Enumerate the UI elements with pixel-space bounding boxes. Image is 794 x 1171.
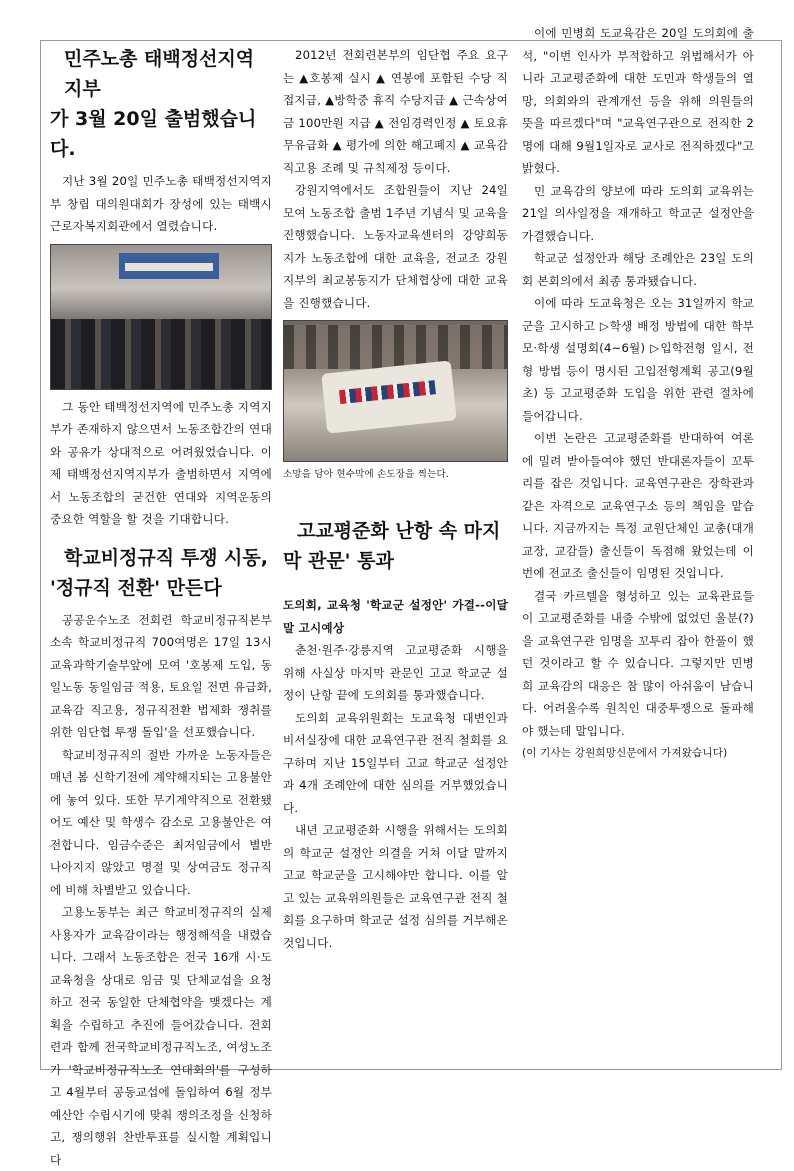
article-1-title-line1: 민주노총 태백정선지역지부 (64, 48, 255, 100)
article-1-title (50, 44, 272, 164)
photo-caption: 소망을 담아 현수막에 손도장을 찍는다. (283, 469, 450, 480)
article-2-paragraph: 공공운수노조 전회련 학교비정규직본부 소속 학교비정규직 700여명은 17일 13시 교육과학기술부앞에 모여 '호봉제 도입, 동일노동 동일임금 적용, 토요일 전면 유급화, 교육감 직고용, 정규직전환 법제화 쟁취를 위한 임단협 투쟁 돌입'을 선포했습니다. (50, 612, 272, 739)
article-2-title-line2: '정규직 전환' 만든다 (50, 576, 222, 599)
article-2-paragraph: 2012년 전회련본부의 임단협 주요 요구는 ▲호봉제 실시 ▲ 연봉에 포함된 수당 직접지급, ▲방학중 휴직 수당지급 ▲ 근속상여금 100만원 지급 ▲ 전임경력인정 ▲ 토요휴무유급화 ▲ 평가에 의한 해고폐지 ▲ 교육감 직고용 조례 및 규칙제정 등이다. (283, 48, 508, 175)
article-3-paragraph: 민 교육감의 양보에 따라 도의회 교육위는 21일 의사일정을 재개하고 학교군 설정안을 가결했습니다. (522, 183, 754, 243)
photo-banner-cloth (321, 360, 457, 433)
article-2-paragraph: 학교비정규직의 절반 가까운 노동자들은 매년 봄 신학기전에 계약해지되는 고용불안에 놓여 있다. 또한 무기계약직으로 전환됐어도 예산 및 학생수 감소로 고용불안은 여전합니다. 임금수준은 최저임금에서 별반 나아지지 않았고 명절 및 상여금도 정규직에 비해 차별받고 있습니다. (50, 747, 272, 897)
photo-crowd (51, 319, 271, 389)
article-3-subhead: 도의회, 교육청 '학교군 설정안' 가결--이달말 고시예상 (283, 598, 508, 635)
article-2-photo (283, 320, 508, 462)
photo-banner (119, 253, 219, 279)
article-3-paragraph: 이에 민병희 도교육감은 20일 도의회에 출석, "이번 인사가 부적합하고 위법해서가 아니라 고교평준화에 대한 도민과 학생들의 열망, 의회와의 관계개선 등을 위해 의원들의 뜻을 따르겠다"며 "교육연구관으로 전직한 2명에 대해 9월1일자로 교사로 전직하겠다"고 밝혔다. (522, 26, 754, 175)
article-3-paragraph: 도의회 교육위원회는 도교육청 대변인과 비서실장에 대한 교육연구관 전직 철회를 요구하며 지난 15일부터 고교 학교군 설정안과 4개 조례안에 대한 심의를 거부했었습니다. (283, 710, 508, 815)
article-3-title (283, 516, 508, 576)
column-2 (283, 44, 508, 954)
article-3-paragraph: 춘천·원주·강릉지역 고교평준화 시행을 위해 사실상 마지막 관문인 고교 학교군 설정이 난항 끝에 도의회를 통과했습니다. (283, 643, 508, 702)
article-3-paragraph: 이번 논란은 고교평준화를 반대하여 여론에 밀려 받아들여야 했던 반대론자들이 꼬투리를 잡은 것입니다. 교육연구관은 장학관과 같은 자격으로 교육연구소 등의 책임을 맡습니다. 지금까지는 특정 교원단체인 교총(대개 교장, 교감들) 출신들이 독점해 왔었는데 이번에 전교조 출신들이 임명된 것입니다. (522, 431, 754, 580)
article-3-paragraph: 이에 따라 도교육청은 오는 31일까지 학교군을 고시하고 ▷학생 배정 방법에 대한 학부모·학생 설명회(4~6월) ▷입학전형 일시, 전형 방법 등이 명시된 고입전형계획 공고(9월 초) 등 고교평준화 도입을 위한 관련 절차에 들어갑니다. (522, 296, 754, 423)
article-1-photo (50, 244, 272, 390)
source-note: (이 기사는 강원희망신문에서 가져왔습니다) (522, 747, 728, 759)
article-3-title-line2: 막 관문' 통과 (283, 550, 394, 572)
article-3-paragraph: 학교군 설정안과 해당 조례안은 23일 도의회 본회의에서 최종 통과됐습니다. (522, 251, 754, 288)
article-3-title-line1: 고교평준화 난항 속 마지 (297, 520, 501, 542)
column-3 (522, 22, 754, 765)
article-2-paragraph: 강원지역에서도 조합원들이 지난 24일 모여 노동조합 출범 1주년 기념식 및 교육을 진행했습니다. 노동자교육센터의 강양희동지가 노동조합에 대한 교육을, 전교조 강원지부의 최교봉동지가 단체협상에 대한 교육을 진행했습니다. (283, 183, 508, 310)
article-2-title (50, 543, 272, 603)
article-1-paragraph: 그 동안 태백정선지역에 민주노총 지역지부가 존재하지 않으면서 노동조합간의 연대와 공유가 상대적으로 어려웠었습니다. 이제 태백정선지역지부가 출범하면서 지역에서 노동조합의 굳건한 연대와 지역운동의 중요한 역할을 할 것을 기대합니다. (50, 399, 272, 526)
article-2-paragraph: 고용노동부는 최근 학교비정규직의 실제 사용자가 교육감이라는 행정해석을 내렸습니다. 그래서 노동조합은 전국 16개 시·도 교육청을 상대로 임금 및 단체교섭을 요청하고 전국 동일한 단체협약을 맺겠다는 계획을 수립하고 추진에 들어갔습니다. 전회련과 함께 전국학교비정규직노조, 여성노조가 '학교비정규직노조 연대회의'를 구성하고 4월부터 공동교섭에 돌입하여 6월 정부예산안 수립시기에 맞춰 쟁의조정을 신청하고, 쟁의행위 찬반투표를 실시할 계획입니다 (50, 905, 272, 1167)
article-1-title-line2: 가 3월 20일 출범했습니다. (50, 108, 257, 160)
article-1-paragraph: 지난 3월 20일 민주노총 태백정선지역지부 창립 대의원대회가 장성에 있는 태백시근로자복지회관에서 열렸습니다. (50, 174, 272, 233)
article-3-paragraph: 결국 카르텔을 형성하고 있는 교육관료들이 고교평준화를 내줄 수밖에 없었던 울분(?)을 교육연구관 임명을 꼬투리 잡아 한풀이 했던 것이라고 할 수 있습니다. 그렇지만 민병희 교육감의 대응은 참 많이 아쉬움이 남습니다. 어려울수록 원칙인 대중투쟁으로 돌파해야 했는데 말입니다. (522, 588, 754, 738)
column-1 (50, 44, 272, 1171)
article-3-paragraph: 내년 고교평준화 시행을 위해서는 도의회의 학교군 설정안 의결을 거쳐 이달 말까지 고교 학교군을 고시해야만 합니다. 이를 알고 있는 교육위의원들은 교육연구관 전직 철회를 요구하며 학교군 설정 심의를 거부해온 것입니다. (283, 823, 508, 950)
photo-people (284, 325, 507, 369)
article-2-title-line1: 학교비정규직 투쟁 시동, (64, 546, 268, 569)
